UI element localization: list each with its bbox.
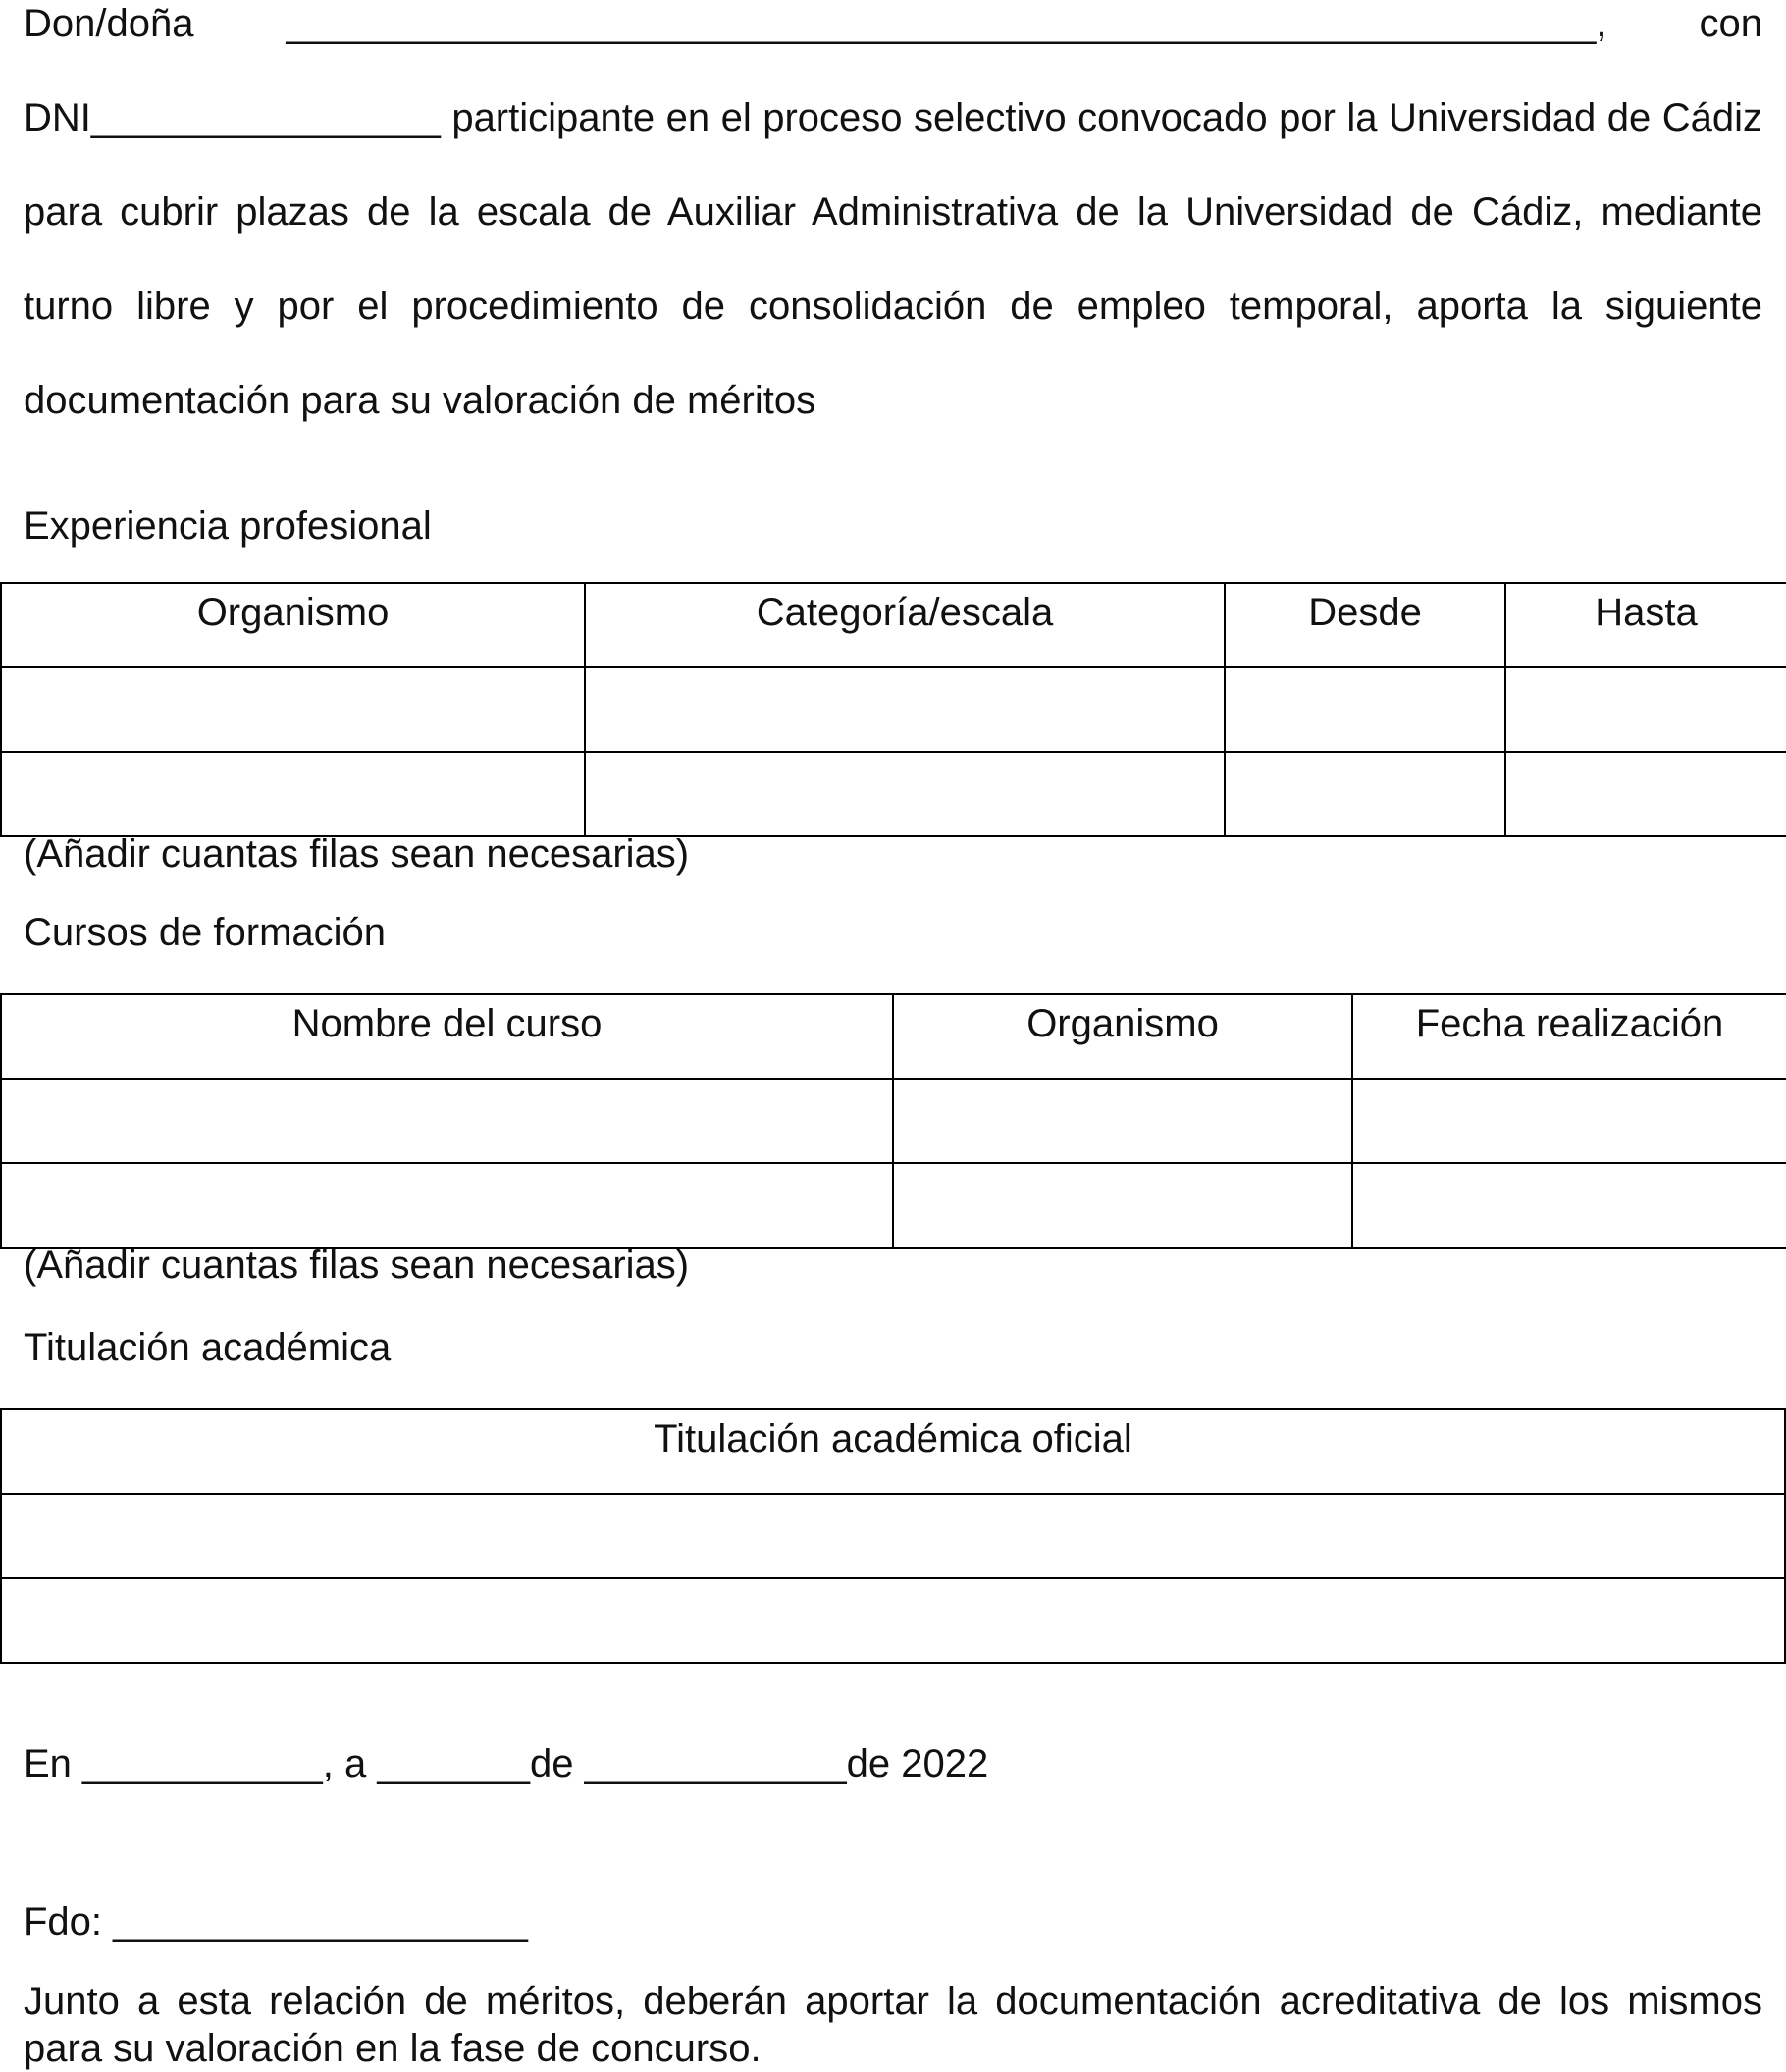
table-row: [1, 667, 1786, 752]
table-row: [1, 752, 1786, 836]
empty-cell[interactable]: [585, 752, 1225, 836]
table-row: [1, 1163, 1786, 1248]
fecha-line: En ___________, a _______de ____________de 2022: [24, 1742, 989, 1785]
empty-cell[interactable]: [1, 1578, 1785, 1663]
table-row: [1, 1578, 1785, 1663]
table-header-row: [1, 994, 1786, 1079]
experiencia-heading: Experiencia profesional: [24, 505, 432, 548]
titulacion-table: [0, 1408, 1786, 1664]
empty-cell[interactable]: [893, 1163, 1352, 1248]
column-header: Titulación académica oficial: [1, 1409, 1785, 1494]
firma-line: Fdo: ___________________: [24, 1900, 528, 1943]
experiencia-table: [0, 582, 1786, 837]
empty-cell[interactable]: [1352, 1079, 1786, 1163]
column-header: Organismo: [893, 994, 1352, 1079]
empty-cell[interactable]: [1, 667, 585, 752]
table-row: [1, 1494, 1785, 1578]
column-header: Hasta: [1505, 583, 1786, 667]
empty-cell[interactable]: [1, 1079, 893, 1163]
titulacion-heading: Titulación académica: [24, 1326, 392, 1369]
empty-cell[interactable]: [1352, 1163, 1786, 1248]
column-header: Organismo: [1, 583, 585, 667]
intro-paragraph: Don/doña ____________________________________________________________, con DNI________________ participante en el proceso selectivo convocado por la Universidad de Cádiz para cubrir plazas de la escala de Auxiliar Administrativa de la Universidad de Cádiz, mediante turno libre y por el procedimiento de consolidación de empleo temporal, aporta la siguiente documentación para su valoración de méritos: [24, 2, 1762, 422]
cursos-table: [0, 993, 1786, 1249]
empty-cell[interactable]: [1, 1494, 1785, 1578]
empty-cell[interactable]: [1225, 752, 1505, 836]
column-header: Nombre del curso: [1, 994, 893, 1079]
closing-paragraph: Junto a esta relación de méritos, deberán aportar la documentación acreditativa de los mismos para su valoración en la fase de concurso.: [24, 1980, 1762, 2070]
experiencia-note: (Añadir cuantas filas sean necesarias): [24, 832, 690, 876]
empty-cell[interactable]: [585, 667, 1225, 752]
empty-cell[interactable]: [1505, 667, 1786, 752]
empty-cell[interactable]: [1225, 667, 1505, 752]
column-header: Desde: [1225, 583, 1505, 667]
cursos-note: (Añadir cuantas filas sean necesarias): [24, 1244, 690, 1287]
column-header: Fecha realización: [1352, 994, 1786, 1079]
cursos-heading: Cursos de formación: [24, 911, 387, 954]
table-header-row: [1, 583, 1786, 667]
empty-cell[interactable]: [1, 1163, 893, 1248]
table-row: [1, 1079, 1786, 1163]
empty-cell[interactable]: [893, 1079, 1352, 1163]
empty-cell[interactable]: [1, 752, 585, 836]
table-header-row: [1, 1409, 1785, 1494]
empty-cell[interactable]: [1505, 752, 1786, 836]
column-header: Categoría/escala: [585, 583, 1225, 667]
